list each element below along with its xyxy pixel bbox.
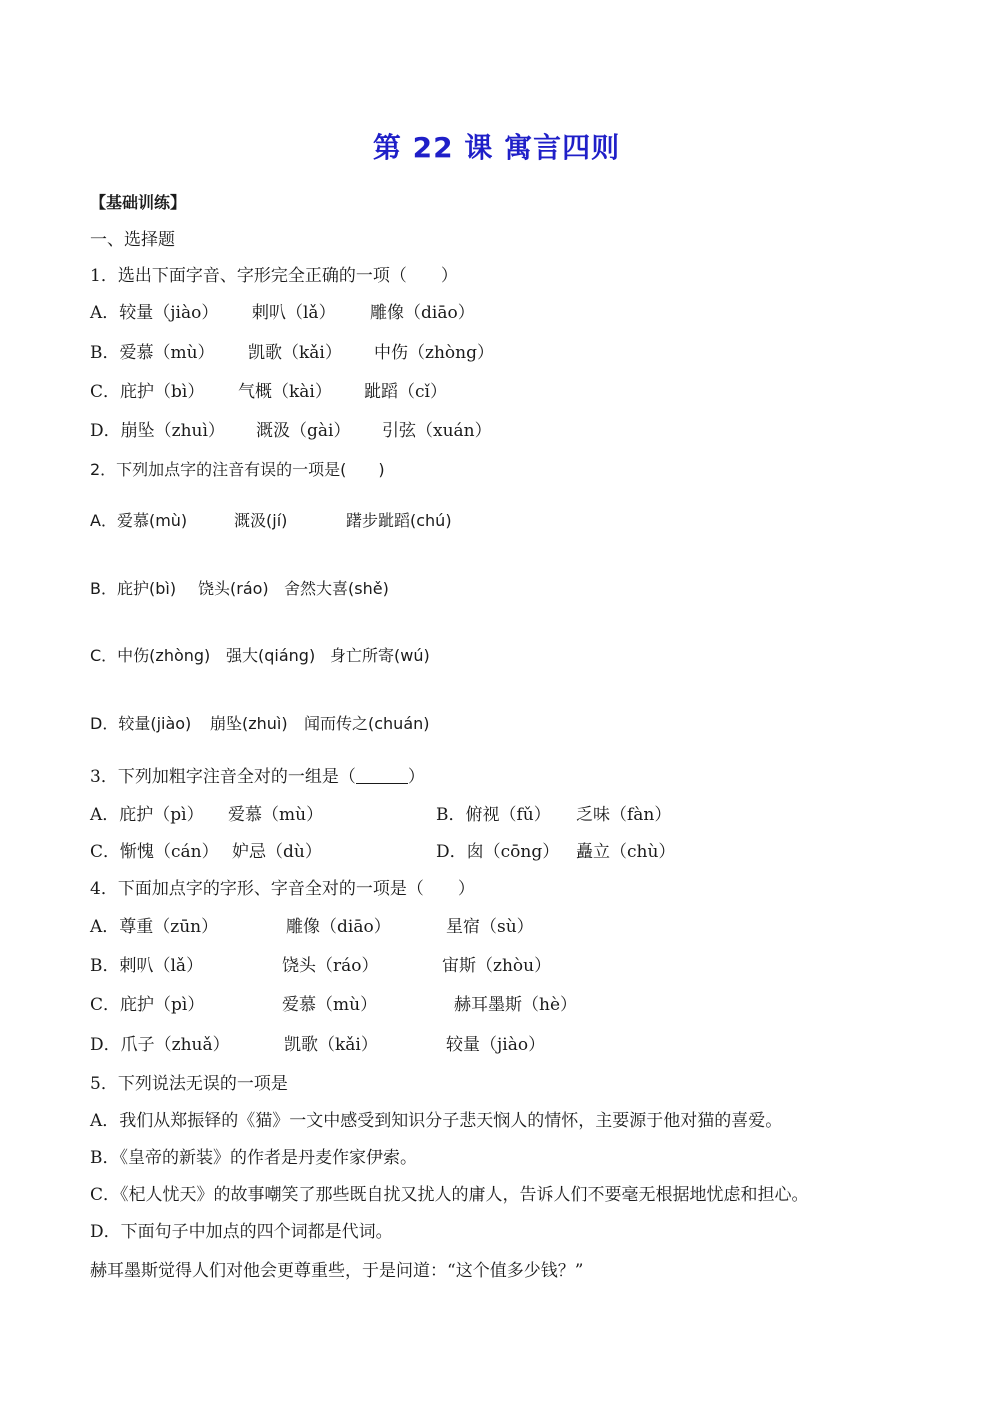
q2-b-1: B．庇护(bì)	[90, 579, 177, 598]
q3-row-1	[90, 804, 910, 828]
q5-option-c: C．《杞人忧天》的故事嘲笑了那些既自扰又扰人的庸人，告诉人们不要毫无根据地忧虑和担心。	[90, 1185, 809, 1205]
q3-stem-post: ）	[407, 767, 425, 787]
q2-b-2: 饶头(ráo)	[198, 579, 269, 598]
q2-option-b	[90, 578, 910, 602]
q2-d-1: D．较量(jiào)	[90, 714, 192, 733]
q3-answer-blank[interactable]	[356, 767, 408, 784]
q1-a-2: 剌叭（lǎ）	[252, 303, 336, 323]
q2-option-c	[90, 645, 910, 669]
q1-c-1: C．庇护（bì）	[90, 382, 205, 402]
q1-a-1: A．较量（jiào）	[90, 303, 219, 323]
q2-b-3: 舍然大喜(shě)	[284, 579, 389, 598]
q4-a-2: 雕像（diāo）	[286, 917, 391, 937]
q4-d-1: D．爪子（zhuǎ）	[90, 1035, 230, 1055]
q1-b-2: 凯歌（kǎi）	[248, 343, 342, 363]
q1-d-1: D．崩坠（zhuì）	[90, 421, 225, 441]
q1-b-1: B．爱慕（mù）	[90, 343, 215, 363]
q3-stem-pre: 3．下列加粗字注音全对的一组是（	[90, 767, 356, 787]
q3-c-1: C．惭愧（cán）	[90, 842, 219, 862]
q4-b-2: 饶头（ráo）	[282, 956, 379, 976]
q2-option-d	[90, 713, 910, 737]
q1-option-c	[90, 381, 910, 405]
q4-a-1: A．尊重（zūn）	[90, 917, 219, 937]
q2-a-3: 躇步跐蹈(chú)	[346, 511, 452, 530]
q2-c-1: C．中伤(zhòng)	[90, 646, 211, 665]
q3-b-2: 乏味（fàn）	[576, 805, 672, 825]
q4-d-2: 凯歌（kǎi）	[284, 1035, 378, 1055]
q1-b-3: 中伤（zhòng）	[374, 343, 494, 363]
q2-a-1: A．爱慕(mù)	[90, 511, 188, 530]
q3-d-2: 矗立（chù）	[576, 842, 676, 862]
q3-b-1: B．俯视（fǔ）	[436, 805, 551, 825]
q4-option-a	[90, 916, 910, 940]
q3-a-2: 爱慕（mù）	[228, 805, 324, 825]
q4-b-1: B．剌叭（lǎ）	[90, 956, 204, 976]
q3-c-2: 妒忌（dù）	[232, 842, 322, 862]
q5-option-b: B．《皇帝的新装》的作者是丹麦作家伊索。	[90, 1148, 417, 1168]
q3-a-1: A．庇护（pì）	[90, 805, 204, 825]
q4-a-3: 星宿（sù）	[446, 917, 534, 937]
q4-c-1: C．庇护（pì）	[90, 995, 205, 1015]
q1-c-3: 跐蹈（cǐ）	[364, 382, 447, 402]
section-heading: 【基础训练】	[90, 193, 187, 212]
q2-a-2: 溉汲(jí)	[234, 511, 288, 530]
q1-option-d	[90, 420, 910, 444]
q5-stem: 5．下列说法无误的一项是	[90, 1074, 288, 1094]
q4-option-d	[90, 1034, 910, 1058]
q3-stem	[90, 766, 425, 788]
q4-c-3: 赫耳墨斯（hè）	[454, 995, 578, 1015]
part-heading: 一、选择题	[90, 230, 175, 250]
page-title: 第 22 课 寓言四则	[372, 131, 621, 164]
q1-option-a	[90, 302, 910, 326]
q4-option-c	[90, 994, 910, 1018]
q2-c-3: 身亡所寄(wú)	[330, 646, 430, 665]
q4-b-3: 宙斯（zhòu）	[442, 956, 552, 976]
q1-stem: 1．选出下面字音、字形完全正确的一项（ ）	[90, 266, 458, 286]
q1-c-2: 气概（kài）	[238, 382, 332, 402]
q2-d-2: 崩坠(zhuì)	[210, 714, 288, 733]
q4-c-2: 爱慕（mù）	[282, 995, 378, 1015]
q4-stem: 4．下面加点字的字形、字音全对的一项是（ ）	[90, 879, 475, 899]
q3-row-2	[90, 841, 910, 865]
q2-stem: 2．下列加点字的注音有误的一项是( )	[90, 460, 385, 479]
q4-d-3: 较量（jiào）	[446, 1035, 546, 1055]
q3-d-1: D．囱（cōng）	[436, 842, 560, 862]
q2-c-2: 强大(qiáng)	[226, 646, 316, 665]
q5-option-d: D．下面句子中加点的四个词都是代词。	[90, 1222, 393, 1242]
q5-option-a: A．我们从郑振铎的《猫》一文中感受到知识分子悲天悯人的情怀，主要源于他对猫的喜爱。	[90, 1111, 783, 1131]
q2-option-a	[90, 510, 910, 534]
q5-sentence: 赫耳墨斯觉得人们对他会更尊重些，于是问道：“这个值多少钱？”	[90, 1261, 584, 1281]
q1-option-b	[90, 342, 910, 366]
q4-option-b	[90, 955, 910, 979]
q1-d-2: 溉汲（gài）	[256, 421, 351, 441]
q1-a-3: 雕像（diāo）	[370, 303, 475, 323]
q1-d-3: 引弦（xuán）	[382, 421, 492, 441]
q2-d-3: 闻而传之(chuán)	[304, 714, 430, 733]
